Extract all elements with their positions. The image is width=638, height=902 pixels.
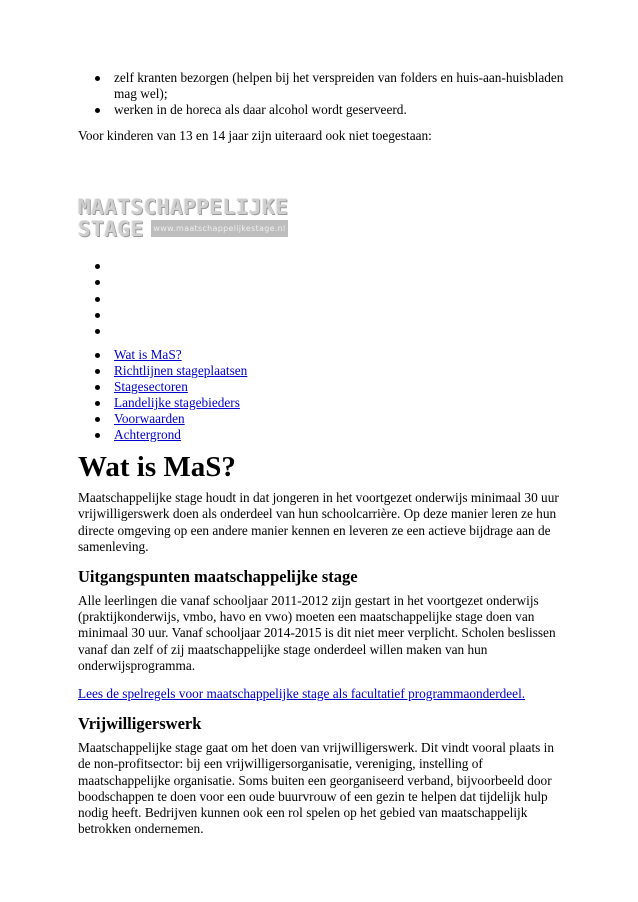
empty-list-item — [78, 274, 568, 290]
page-title: Wat is MaS? — [78, 451, 236, 484]
empty-list-item — [78, 291, 568, 307]
logo-text-line2: STAGE — [78, 217, 144, 242]
document-page — [78, 70, 568, 837]
note-paragraph: Voor kinderen van 13 en 14 jaar zijn uiteraard ook niet toegestaan: — [78, 128, 432, 143]
empty-list-item — [78, 307, 568, 323]
logo-url-badge: www.maatschappelijkestage.nl — [151, 220, 288, 237]
empty-list-item — [78, 323, 568, 339]
navigation-list — [78, 347, 568, 443]
empty-bullet-list — [78, 258, 568, 339]
nav-link-voorwaarden[interactable]: Voorwaarden — [114, 411, 185, 427]
nav-item — [78, 411, 568, 427]
nav-item — [78, 379, 568, 395]
nav-item — [78, 363, 568, 379]
logo-text-line1: MAATSCHAPPELIJKE — [78, 195, 289, 220]
maatschappelijke-stage-logo[interactable] — [78, 196, 288, 240]
nav-link-achtergrond[interactable]: Achtergrond — [114, 427, 181, 443]
restriction-list — [78, 70, 568, 118]
section-heading-uitgangspunten: Uitgangspunten maatschappelijke stage — [78, 566, 358, 586]
nav-link-richtlijnen[interactable]: Richtlijnen stageplaatsen — [114, 363, 248, 379]
spelregels-link[interactable]: Lees de spelregels voor maatschappelijke stage als facultatief programmaonderdeel. — [78, 685, 526, 701]
vrijwilligerswerk-paragraph: Maatschappelijke stage gaat om het doen van vrijwilligerswerk. Dit vindt vooral plaats in de non-profitsector: bij een vrijwilligersorganisatie, vereniging, instelling of maatschappelijke organisatie. Soms buiten een georganiseerd verband, bijvoorbeeld door boodschappen te doen voor een oude buurvrouw of een gezin te helpen dat tijdelijk hulp nodig heeft. Bedrijven kunnen ook een rol spelen op het gebied van maatschappelijk betrokken ondernemen. — [78, 740, 554, 837]
spelregels-paragraph — [78, 686, 568, 702]
list-item: werken in de horeca als daar alcohol wordt geserveerd. — [78, 102, 568, 118]
nav-item — [78, 427, 568, 443]
nav-link-stagesectoren[interactable]: Stagesectoren — [114, 379, 188, 395]
nav-link-stagebieders[interactable]: Landelijke stagebieders — [114, 395, 240, 411]
uitgangspunten-paragraph: Alle leerlingen die vanaf schooljaar 2011-2012 zijn gestart in het voortgezet onderwijs (praktijkonderwijs, vmbo, havo en vwo) moeten een maatschappelijke stage doen van minimaal 30 uur. Vanaf schooljaar 2014-2015 is dit niet meer verplicht. Scholen beslissen vanaf dan zelf of zij maatschappelijke stage onderdeel willen maken van hun onderwijsprogramma. — [78, 592, 556, 673]
nav-link-wat-is-mas[interactable]: Wat is MaS? — [114, 347, 182, 363]
intro-paragraph: Maatschappelijke stage houdt in dat jongeren in het voortgezet onderwijs minimaal 30 uur vrijwilligerswerk doen als onderdeel van hun schoolcarrière. Op deze manier leren ze hun directe omgeving op een andere manier kennen en leveren ze een actieve bijdrage aan de samenleving. — [78, 490, 559, 554]
nav-item — [78, 347, 568, 363]
empty-list-item — [78, 258, 568, 274]
section-heading-vrijwilligerswerk: Vrijwilligerswerk — [78, 714, 202, 734]
list-item: zelf kranten bezorgen (helpen bij het verspreiden van folders en huis-aan-huisbladen mag wel); — [78, 70, 568, 102]
nav-item — [78, 395, 568, 411]
